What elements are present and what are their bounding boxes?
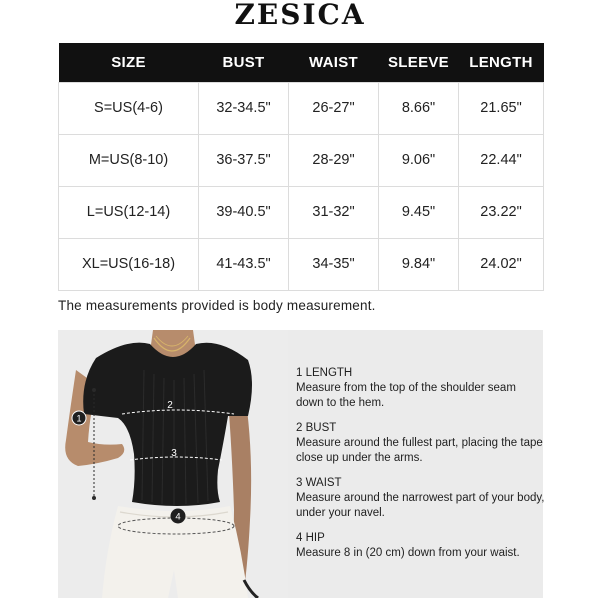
cell-size: S=US(4-6): [59, 82, 199, 134]
cell-size: L=US(12-14): [59, 186, 199, 238]
instruction-text: Measure around the fullest part, placing the tape close up under the arms.: [296, 437, 543, 464]
cell-waist: 31-32": [289, 186, 379, 238]
cell-waist: 28-29": [289, 134, 379, 186]
cell-length: 24.02": [459, 238, 544, 290]
brand-logo: ZESICA: [234, 0, 366, 31]
model-photo: [58, 330, 288, 598]
cell-length: 23.22": [459, 186, 544, 238]
table-row: [59, 186, 544, 238]
table-row: [59, 238, 544, 290]
marker-hip: [171, 509, 186, 524]
table-row: [59, 134, 544, 186]
instruction-title: 3 WAIST: [296, 477, 342, 489]
cell-bust: 32-34.5": [199, 82, 289, 134]
cell-waist: 34-35": [289, 238, 379, 290]
size-table: [58, 43, 544, 291]
table-row: [59, 82, 544, 134]
marker-number: 4: [175, 511, 181, 523]
cell-bust: 41-43.5": [199, 238, 289, 290]
cell-sleeve: 8.66": [379, 82, 459, 134]
instruction-waist: [296, 476, 546, 521]
cell-length: 21.65": [459, 82, 544, 134]
size-table-header: [59, 43, 544, 82]
instruction-text: Measure around the narrowest part of your body, under your navel.: [296, 492, 545, 519]
cell-size: XL=US(16-18): [59, 238, 199, 290]
cell-size: M=US(8-10): [59, 134, 199, 186]
marker-number: 2: [167, 400, 173, 411]
measurement-instructions: [296, 366, 546, 571]
header-waist: WAIST: [309, 53, 358, 71]
cell-bust: 36-37.5": [199, 134, 289, 186]
cell-sleeve: 9.84": [379, 238, 459, 290]
header-length: LENGTH: [469, 53, 533, 71]
instruction-text: Measure 8 in (20 cm) down from your waist.: [296, 547, 520, 559]
cell-bust: 39-40.5": [199, 186, 289, 238]
marker-bust: [167, 400, 173, 411]
instruction-title: 2 BUST: [296, 422, 337, 434]
cell-waist: 26-27": [289, 82, 379, 134]
header-sleeve: SLEEVE: [388, 53, 449, 71]
measurement-note: The measurements provided is body measurement.: [58, 298, 376, 313]
marker-number: 1: [76, 413, 82, 424]
header-size: SIZE: [111, 53, 146, 71]
length-guide-endpoint: [92, 496, 96, 500]
cell-length: 22.44": [459, 134, 544, 186]
instruction-title: 4 HIP: [296, 532, 325, 544]
cell-sleeve: 9.45": [379, 186, 459, 238]
cell-sleeve: 9.06": [379, 134, 459, 186]
instruction-title: 1 LENGTH: [296, 367, 353, 379]
marker-waist: [171, 448, 177, 459]
header-bust: BUST: [222, 53, 265, 71]
instruction-length: [296, 366, 546, 411]
instruction-hip: [296, 531, 546, 561]
marker-length: [72, 411, 86, 425]
instruction-bust: [296, 421, 546, 466]
marker-number: 3: [171, 448, 177, 459]
length-guide-endpoint: [92, 388, 96, 392]
instruction-text: Measure from the top of the shoulder seam down to the hem.: [296, 382, 516, 409]
